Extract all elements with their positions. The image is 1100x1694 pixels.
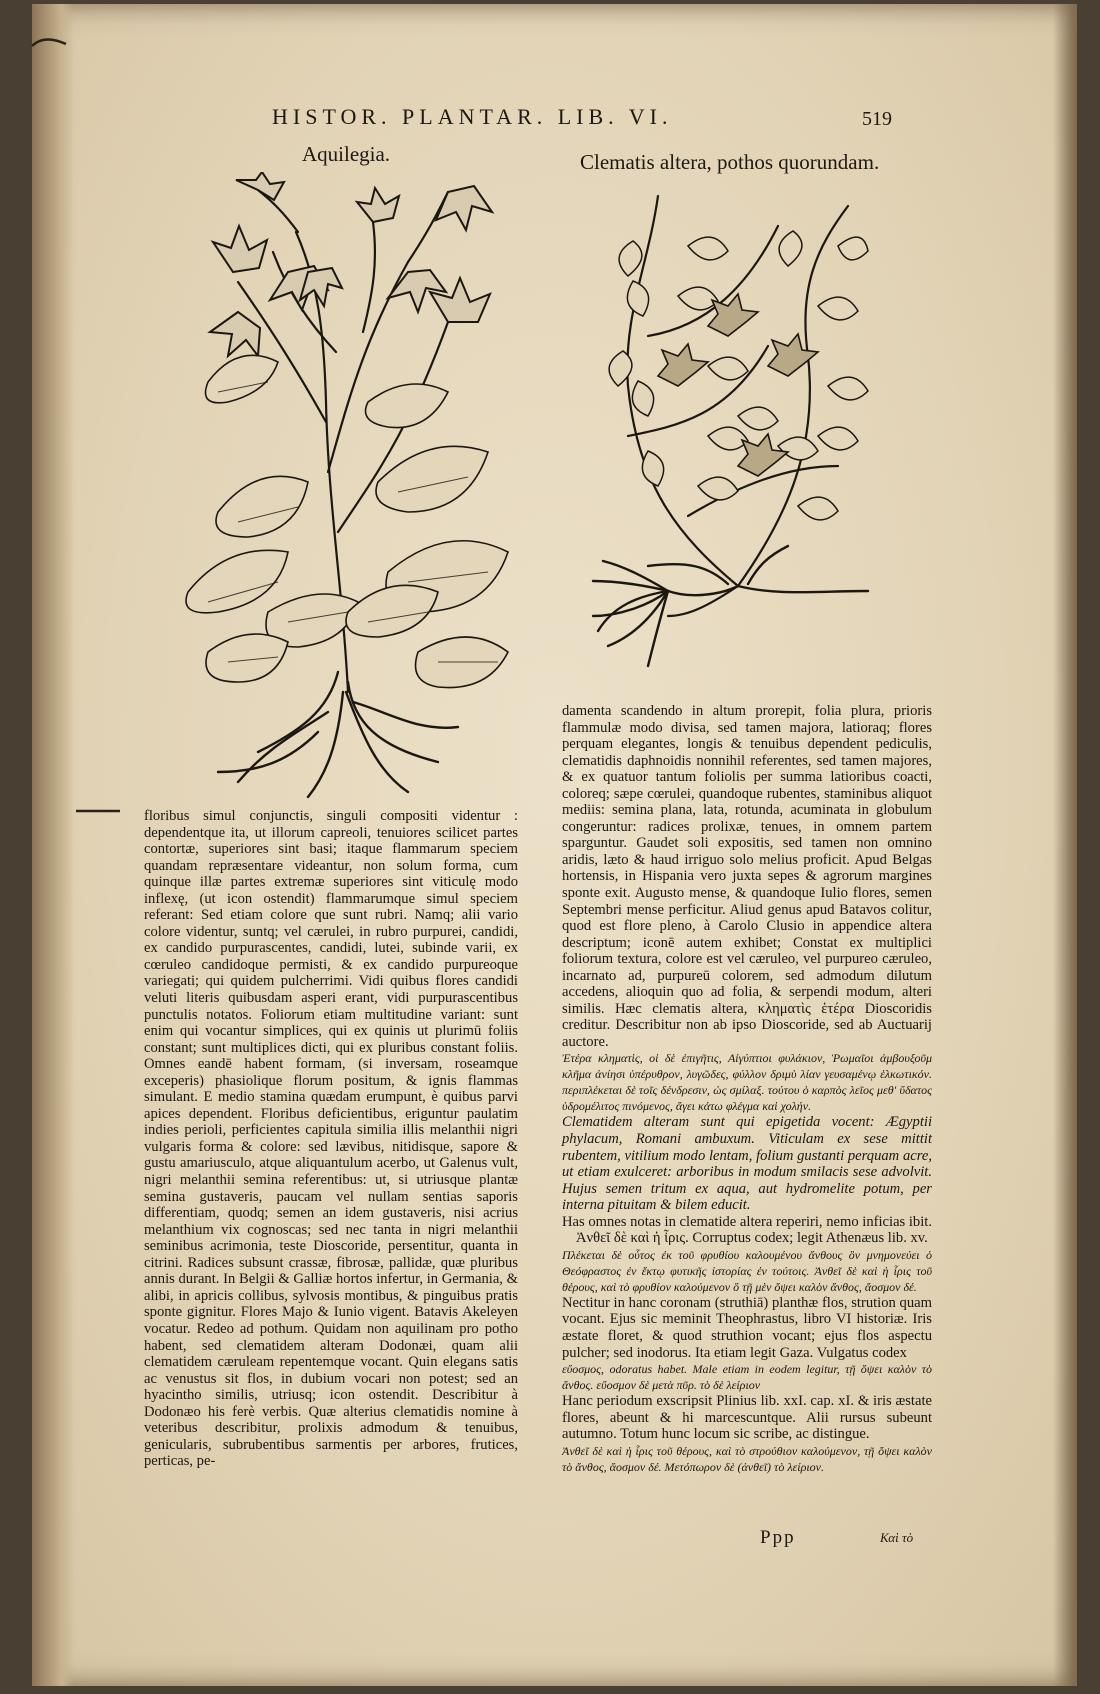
greek-quote-3: εὔοσμος, odoratus habet. Male etiam in eodem legitur, τῇ ὄψει καλὸν τὸ ἄνθος. εὔοσμον δὲ μετὰ πῦρ. τὸ δὲ λείριον xyxy=(562,1362,932,1393)
greek-quote-1: Ἐτέρα κληματὶς, οἱ δὲ ἐπιγῆτις, Αἰγύπτιοι φυλάκιον, Ῥωμαῖοι ἀμβουξοῦμ κλῆμα ἀνίησι ὑπέρυθρον, λυγῶδες, φύλλον δριμὺ λίαν γευσαμένῳ ἑλκωτικόν. περιπλέκεται δὲ τοῖς δένδρεσιν, ὡς σμίλαξ. τούτου ὁ καρπὸς λεῖος μεθ' ὕδατος ὑδρομέλιτος πινόμενος, ἄγει κάτω φλέγμα καὶ χολήν. xyxy=(562,1051,932,1114)
greek-quote-4: Ἀνθεῖ δὲ καὶ ἡ ἶρις τοῦ θέρους, καὶ τὸ στρούθιον καλούμενον, τῇ ὄψει καλὸν τὸ ἄνθος, ἄοσμον δέ. Μετόπωρον δὲ (ἀνθεῖ) τὸ λείριον. xyxy=(562,1443,932,1474)
corner-mark-icon xyxy=(30,32,70,52)
page-number: 519 xyxy=(862,108,892,130)
signature-mark: Ppp xyxy=(760,1527,796,1548)
right-text-4: Nectitur in hanc coronam (struthiā) planthæ flos, strution quam vocant. Ejus sic meminit Theophrastus, libro VI historiæ. Iris æstate floret, & quod struthion vocant; ejus flos aspectu pulcher; sed inodorus. Ita etiam legit Gaza. Vulgatus codex xyxy=(562,1294,932,1361)
catchword: Καὶ τὸ xyxy=(880,1530,914,1545)
aquilegia-woodcut-illustration xyxy=(178,172,528,802)
right-italic-1: Clematidem alteram sunt qui epigetida vocent: Ægyptii phylacum, Romani ambuxum. Viticulam ex sese mittit rubentem, vitilium modo lentam, folium gustanti perquam acre, ut etiam exulceret: arboribus in modum smilacis sese advolvit. Hujus semen tritum ex aqua, aut hydromelite potum, per interna pituitam & bilem educit. xyxy=(562,1114,932,1214)
right-text-2: Has omnes notas in clematide altera reperiri, nemo inficias ibit. xyxy=(562,1213,932,1230)
right-text-1: damenta scandendo in altum prorepit, folia plura, prioris flammulæ modo divisa, sed tamen majora, latioraq; flores perquam elegantes, longis & tenuibus dependent pediculis, clematidis daphnoidis nonnihil referentes, sed tamen majores, & ex quatuor tantum foliolis per summa latioribus coacti, coloreq; sæpe cœrulei, quandoque rubentes, staminibus aliquot mediis: semina plana, lata, rotunda, acuminata in globulum congeruntur: radices prolixæ, tenues, in omnem partem sparguntur. Gaudet soli expositis, sed tamen non omnino aridis, læto & haud irriguo solo melius proficit. Apud Belgas hortensis, in Hispania vero juxta sepes & agrorum margines sponte exit. Augusto mense, & quandoque Iulio flores, semen Septembri mense perficitur. Aliud genus apud Batavos colitur, quod est flore pleno, à Carolo Clusio in appendice altera descriptum; iconē autem exhibet; Constat ex multiplici foliorum textura, colore est vel cæruleo, vel purpureo cæruleo, incarnato ad, purpureū colorem, sed admodum dilutum accedens, alioquin quo ad folia, & serpendi modum, alteri similis. Hæc clematis altera, κληματὶς ἑτέρα Dioscoridis creditur. Describitur non ab ipso Dioscoride, sed ab Auctuarij auctore. xyxy=(562,703,932,1050)
clematis-woodcut-illustration xyxy=(588,186,878,686)
page-edge-shadow xyxy=(1053,4,1077,1686)
running-title: HISTOR. PLANTAR. LIB. VI. xyxy=(272,104,673,129)
margin-dash-icon xyxy=(74,806,122,816)
left-text-column xyxy=(144,808,518,1470)
greek-quote-2: Πλέκεται δὲ οὗτος ἐκ τοῦ φρυθίου καλουμένου ἄνθους ὃν μνημονεύει ὁ Θεόφραστος ἐν ἕκτῳ φυτικῆς ἱστορίας ἐν τούτοις. Ἀνθεῖ δὲ καὶ ἡ ἶρις τοῦ θέρους, καὶ τὸ φρυθίον καλούμενον ὃ τῇ μὲν ὄψει καλὸν ἄνθος, ἄοσμον δέ. xyxy=(562,1247,932,1294)
right-text-5: Hanc periodum exscripsit Plinius lib. xxI. cap. xI. & iris æstate flores, abeunt & hi marcescuntque. Alii rursus subeunt autumno. Totum hunc locum sic scribe, ac distingue. xyxy=(562,1393,932,1443)
right-figure-title: Clematis altera, pothos quorundam. xyxy=(580,150,880,174)
left-figure-title: Aquilegia. xyxy=(302,142,391,166)
right-text-3: Ἀνθεῖ δὲ καὶ ἡ ἶρις. Corruptus codex; legit Athenæus lib. xv. xyxy=(576,1230,928,1247)
left-column-text: floribus simul conjunctis, singuli compositi videntur : dependentque ita, ut illorum capreoli, tenuiores scilicet partes contortæ, superiores sint basi; itaque flammarum speciem quandam repræsentare videantur, non solum forma, cum quinque illæ partes extremæ superiores sint viticulę modo inflexę, (ut icon ostendit) flammarumque simul speciem referant: Sed etiam colore que sunt rubri. Namq; alii vario colore videntur, suntq; vel cærulei, in rubro purpurei, candidi, ex candido purpurascentes, candidi, lutei, subinde varii, ex cœruleo candidoque permisti, & ex candido purpureoque variegati; qui quidem pulcherrimi. Vidi quibus flores candidi veluti literis quibusdam asperi erant, vidi purpurascentibus punctulis notatos. Foliorum etiam multitudine variant: sunt enim qui vocantur simplices, qui ex quinis ut plurimū foliis constant; sunt multiplices dicti, qui ex pluribus constant foliis. Omnes eandē habent formam, (si inversam, roseamque exceperis) phasiolique florum positum, & ignis flammas simulant. E medio stamina quædam erumpunt, è quibus parvi apices dependent. Floribus deficientibus, eriguntur paulatim indies perioli, perficientes capitula similia illis melanthii nigri vulgaris forma & colore: sed lævibus, nitidisque, sapore & gustu amariusculo, atque aliquantulum acerbo, ut Galenus vult, nigri melanthii semina referentibus: ut, si utriusque plantæ semina gustaveris, paucam vel nullam sentias saporis differentiam, quodq; semen an idem gustaveris, nisi acrius melanthium vix cognoscas; sed nec tanta in nigri melanthii seminibus acrimonia, teste Dioscoride, persentitur, quanta in citrini. Radices subsunt crassæ, fibrosæ, pallidæ, quæ pluribus annis durant. In Belgii & Galliæ hortos infertur, in Germania, & alibi, in apricis collibus, sylvosis montibus, & pinguibus pratis sponte gignitur. Flores Majo & Iunio vigent. Batavis Akeleyen vocatur. Redeo ad pothum. Quidam non aquilinam pro potho habent, sed clematidem alteram Dodonæi, quam alii clematidem cæruleam repentemque vocant. Quin elegans satis ac venustus sit flos, in dubium vocari non potest; sed an hyacintho similis, utriusq; icon ostendit. Describitur à Dodonæo his ferè verbis. Quæ alterius clematidis nomine à veteribus describitur, prolixis admodum & tenuibus, genicularis, subrubentibus sarmentis per arbores, frutices, perticas, pe- xyxy=(144,808,518,1470)
right-text-column xyxy=(562,703,932,1475)
page-gutter-shadow xyxy=(32,4,74,1686)
